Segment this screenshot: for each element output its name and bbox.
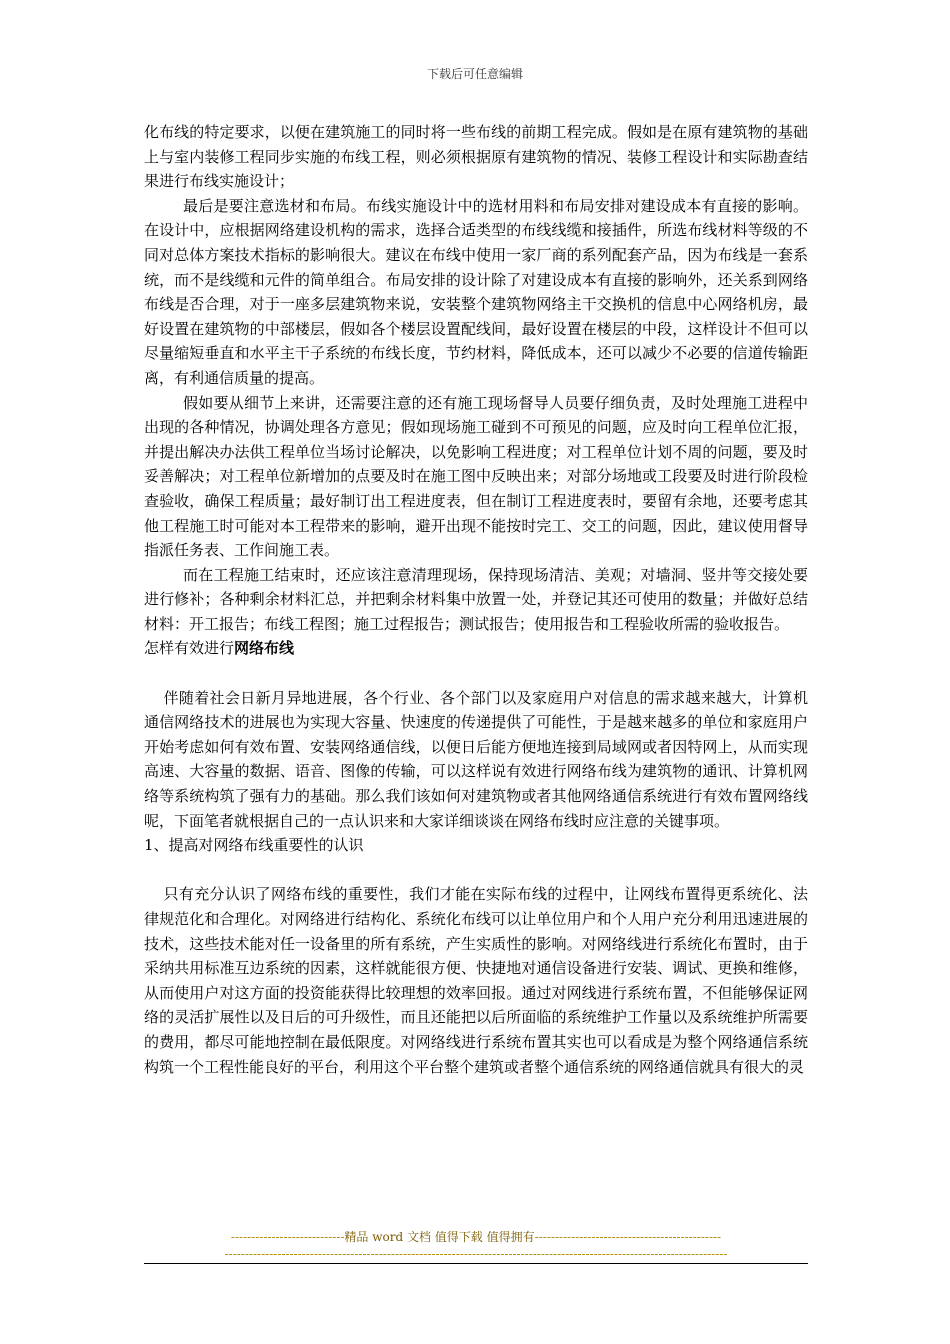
blank-line — [144, 661, 808, 686]
footer-dashes-right: ---------------------------------------------- — [534, 1230, 722, 1244]
footer-line-1 — [144, 1229, 808, 1246]
blank-line — [144, 858, 808, 883]
paragraph-5: 伴随着社会日新月异地进展，各个行业、各个部门以及家庭用户对信息的需求越来越大，计算机通信网络技术的进展也为实现大容量、快速度的传递提供了可能性，于是越来越多的单位和家庭用户开始考虑如何有效布置、安装网络通信线，以便日后能方便地连接到局域网或者因特网上，从而实现高速、大容量的数据、语音、图像的传输，可以这样说有效进行网络布线为建筑物的通讯、计算机网络等系统构筑了强有力的基础。那么我们该如何对建筑物或者其他网络通信系统进行有效布置网络线呢，下面笔者就根据自己的一点认识来和大家详细谈谈在网络布线时应注意的关键事项。 — [144, 688, 808, 830]
heading-bold: 网络布线 — [234, 639, 295, 658]
document-body — [144, 120, 808, 1079]
heading-prefix: 怎样有效进行 — [144, 639, 235, 658]
article-heading — [144, 636, 808, 661]
footer-dashes-left: ---------------------------- — [230, 1230, 345, 1244]
paragraph-3: 假如要从细节上来讲，还需要注意的还有施工现场督导人员要仔细负责，及时处理施工进程中出现的各种情况，协调处理各方意见；假如现场施工碰到不可预见的问题，应及时向工程单位汇报，并提出解决办法供工程单位当场讨论解决，以免影响工程进度；对工程单位计划不周的问题，要及时妥善解决；对工程单位新增加的点要及时在施工图中反映出来；对部分场地或工段要及时进行阶段检查验收，确保工程质量；最好制订出工程进度表，但在制订工程进度表时，要留有余地，还要考虑其他工程施工时可能对本工程带来的影响，避开出现不能按时完工、交工的问题，因此，建议使用督导指派任务表、工作间施工表。 — [144, 393, 808, 560]
paragraph-1: 化布线的特定要求，以便在建筑施工的同时将一些布线的前期工程完成。假如是在原有建筑物的基础上与室内装修工程同步实施的布线工程，则必须根据原有建筑物的情况、装修工程设计和实际勘查结果进行布线实施设计； — [144, 123, 808, 191]
paragraph-2: 最后是要注意选材和布局。布线实施设计中的选材用料和布局安排对建设成本有直接的影响。在设计中，应根据网络建设机构的需求，选择合适类型的布线线缆和接插件，所选布线材料等级的不同对总体方案技术指标的影响很大。建议在布线中使用一家厂商的系列配套产品，因为布线是一套系统，而不是线缆和元件的简单组合。布局安排的设计除了对建设成本有直接的影响外，还关系到网络布线是否合理，对于一座多层建筑物来说，安装整个建筑物网络主干交换机的信息中心网络机房，最好设置在建筑物的中部楼层，假如各个楼层设置配线间，最好设置在楼层的中段，这样设计不但可以尽量缩短垂直和水平主干子系统的布线长度，节约材料，降低成本，还可以减少不必要的信道传输距离，有利通信质量的提高。 — [144, 196, 808, 387]
page-header: 下载后可任意编辑 — [426, 67, 523, 81]
footer-slogan: 精品 word 文档 值得下载 值得拥有 — [344, 1230, 535, 1244]
footer-rule — [144, 1263, 808, 1264]
paragraph-6: 只有充分认识了网络布线的重要性，我们才能在实际布线的过程中，让网线布置得更系统化、法律规范化和合理化。对网络进行结构化、系统化布线可以让单位用户和个人用户充分利用迅速进展的技术，这些技术能对任一设备里的所有系统，产生实质性的影响。对网络线进行系统化布置时，由于采纳共用标准互边系统的因素，这样就能很方便、快捷地对通信设备进行安装、调试、更换和维修，从而使用户对这方面的投资能获得比较理想的效率回报。通过对网线进行系统布置，不但能够保证网络的灵活扩展性以及日后的可升级性，而且还能把以后所面临的系统维护工作量以及系统维护所需要的费用，都尽可能地控制在最低限度。对网络线进行系统布置其实也可以看成是为整个网络通信系统构筑一个工程性能良好的平台，利用这个平台整个建筑或者整个通信系统的网络通信就具有很大的灵 — [144, 885, 808, 1076]
paragraph-4: 而在工程施工结束时，还应该注意清理现场，保持现场清洁、美观；对墙洞、竖井等交接处要进行修补；各种剩余材料汇总，并把剩余材料集中放置一处，并登记其还可使用的数量；并做好总结材料：开工报告；布线工程图；施工过程报告；测试报告；使用报告和工程验收所需的验收报告。 — [144, 565, 808, 633]
section-heading-1: 1、提高对网络布线重要性的认识 — [144, 836, 364, 855]
page-footer — [144, 1229, 808, 1263]
footer-line-2: ---------------------------------------------------------------------------------------------------------------------------- — [224, 1247, 728, 1261]
